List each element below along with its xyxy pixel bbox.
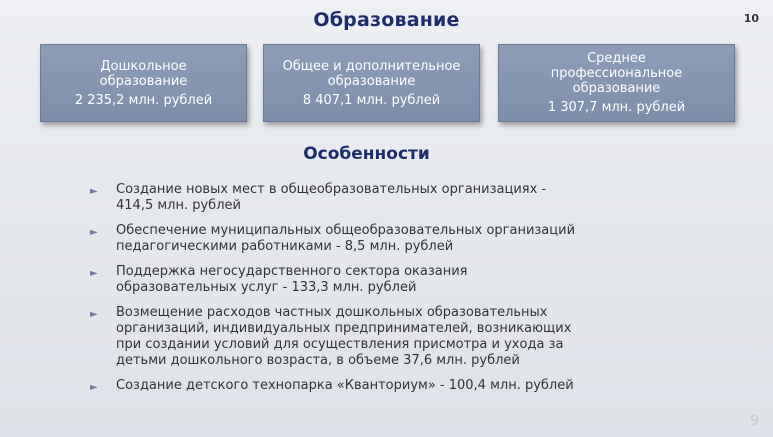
list-item-line: Возмещение расходов частных дошкольных образовательных (116, 305, 548, 320)
list-item-line: Обеспечение муниципальных общеобразовательных организаций (116, 223, 576, 238)
box-label-line: образование (572, 81, 661, 96)
bullet-arrow-icon: ► (90, 382, 98, 393)
list-item (88, 223, 688, 255)
vocational-education-box (498, 44, 735, 122)
slide-number-bottom: 9 (750, 413, 759, 429)
list-item (88, 182, 688, 214)
box-label-line: профессиональное (550, 66, 683, 81)
bullet-arrow-icon: ► (90, 309, 98, 320)
list-item-line: Создание детского технопарка «Кванториум» - 100,4 млн. рублей (116, 378, 574, 393)
box-label-line: Дошкольное (100, 58, 187, 74)
slide-title: Образование (313, 9, 460, 31)
box-label-line: образование (99, 73, 188, 89)
section-subtitle: Особенности (303, 144, 430, 164)
general-education-box (263, 44, 480, 122)
features-list (88, 182, 688, 403)
preschool-education-box (40, 44, 247, 122)
box-label-line: Среднее (587, 51, 646, 66)
bullet-arrow-icon: ► (90, 227, 98, 238)
list-item-line: Создание новых мест в общеобразовательных организациях - (116, 182, 547, 197)
list-item-line: организаций, индивидуальных предпринимателей, возникающих (116, 321, 572, 336)
box-value: 1 307,7 млн. рублей (547, 100, 686, 115)
list-item (88, 264, 688, 296)
list-item (88, 378, 688, 394)
list-item-line: детьми дошкольного возраста, в объеме 37,6 млн. рублей (116, 353, 520, 368)
list-item-line: 414,5 млн. рублей (116, 198, 241, 213)
list-item-line: образовательных услуг - 133,3 млн. рублей (116, 280, 417, 295)
box-value: 8 407,1 млн. рублей (302, 92, 441, 108)
list-item (88, 305, 688, 369)
list-item-line: педагогическими работниками - 8,5 млн. рублей (116, 239, 454, 254)
slide-number-top: 10 (743, 12, 759, 25)
list-item-line: Поддержка негосударственного сектора оказания (116, 264, 468, 279)
bullet-arrow-icon: ► (90, 268, 98, 279)
bullet-arrow-icon: ► (90, 186, 98, 197)
list-item-line: при создании условий для осуществления присмотра и ухода за (116, 337, 564, 352)
box-label-line: Общее и дополнительное (282, 58, 461, 74)
box-value: 2 235,2 млн. рублей (74, 92, 213, 108)
box-label-line: образование (327, 73, 416, 89)
